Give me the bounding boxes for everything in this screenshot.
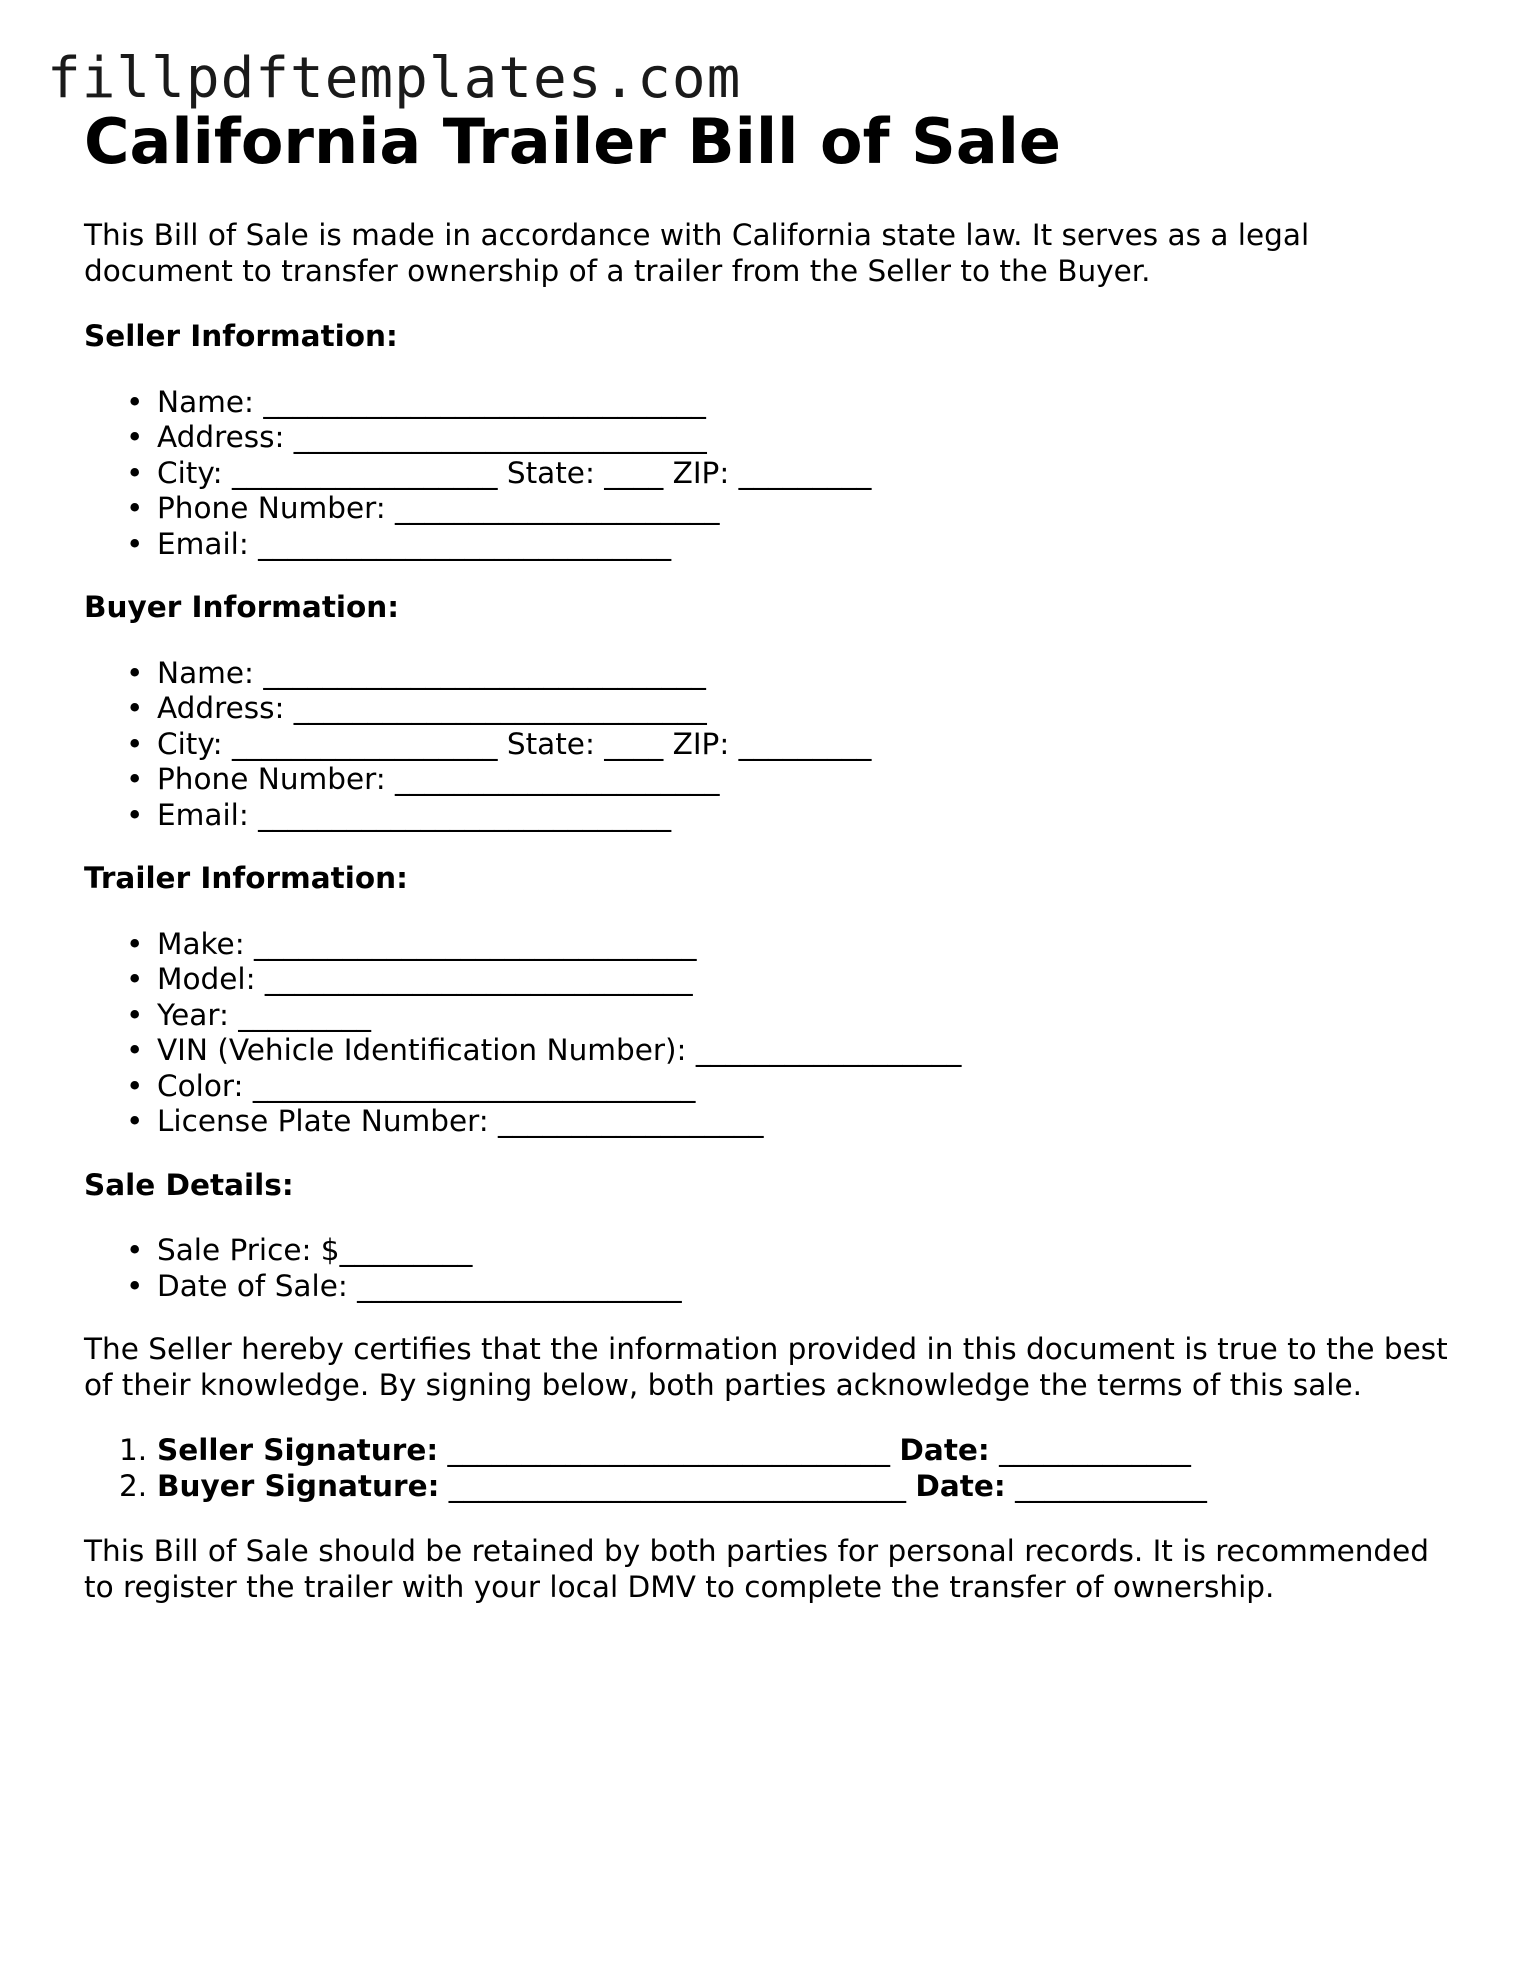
buyer-signature-row[interactable] [119, 1468, 1464, 1505]
trailer-year-field[interactable]: • Year: _________ [157, 998, 1464, 1034]
sale-price-field[interactable]: • Sale Price: $_________ [157, 1233, 1464, 1269]
sale-date-field[interactable]: • Date of Sale: ______________________ [157, 1269, 1464, 1305]
sale-fields [84, 1233, 1464, 1304]
seller-address-field[interactable]: • Address: ____________________________ [157, 420, 1464, 456]
buyer-date-line[interactable]: _____________ [1005, 1468, 1207, 1503]
seller-signature-row[interactable] [119, 1433, 1464, 1469]
seller-city-state-zip-field[interactable]: • City: __________________ State: ____ ZIP: _________ [157, 456, 1464, 492]
buyer-heading: Buyer Information: [84, 590, 400, 624]
buyer-email-field[interactable]: • Email: ____________________________ [157, 798, 1464, 834]
signature-list [84, 1433, 1464, 1504]
trailer-color-field[interactable]: • Color: ______________________________ [157, 1069, 1464, 1105]
certification-paragraph: The Seller hereby certifies that the information provided in this document is true to the best of their knowledge. By signing below, both parties acknowledge the terms of this sale. [84, 1332, 1448, 1402]
seller-signature-line[interactable]: ______________________________ [438, 1433, 900, 1467]
seller-name-field[interactable]: • Name: ______________________________ [157, 385, 1464, 421]
buyer-city-state-zip-field[interactable]: • City: __________________ State: ____ ZIP: _________ [157, 727, 1464, 763]
seller-heading: Seller Information: [84, 319, 398, 353]
seller-signature-label: Seller Signature: [157, 1433, 439, 1467]
buyer-date-label: Date: [915, 1468, 1006, 1503]
watermark: fillpdftemplates.com [47, 46, 742, 111]
trailer-heading: Trailer Information: [84, 861, 408, 895]
closing-paragraph: This Bill of Sale should be retained by both parties for personal records. It is recommended to register the trailer with your local DMV to complete the transfer of ownership. [84, 1534, 1430, 1604]
seller-date-line[interactable]: _____________ [989, 1433, 1191, 1467]
trailer-fields [84, 927, 1464, 1140]
trailer-model-field[interactable]: • Model: _____________________________ [157, 962, 1464, 998]
intro-paragraph: This Bill of Sale is made in accordance with California state law. It serves as a legal document to transfer ownership of a trailer from the Seller to the Buyer. [84, 218, 1310, 288]
document-body [84, 218, 1464, 1605]
buyer-fields [84, 656, 1464, 834]
buyer-name-field[interactable]: • Name: ______________________________ [157, 656, 1464, 692]
seller-fields [84, 385, 1464, 563]
seller-email-field[interactable]: • Email: ____________________________ [157, 527, 1464, 563]
buyer-signature-line[interactable]: _______________________________ [439, 1468, 916, 1503]
trailer-make-field[interactable]: • Make: ______________________________ [157, 927, 1464, 963]
trailer-vin-field[interactable]: • VIN (Vehicle Identification Number): __________________ [157, 1033, 1464, 1069]
buyer-phone-field[interactable]: • Phone Number: ______________________ [157, 762, 1464, 798]
trailer-license-plate-field[interactable]: • License Plate Number: __________________ [157, 1104, 1464, 1140]
buyer-signature-label: Buyer Signature: [157, 1468, 440, 1503]
buyer-signature-number: 2. [119, 1468, 148, 1503]
seller-signature-number: 1. [119, 1433, 148, 1467]
sale-heading: Sale Details: [84, 1167, 294, 1202]
seller-date-label: Date: [899, 1433, 990, 1467]
seller-phone-field[interactable]: • Phone Number: ______________________ [157, 491, 1464, 527]
page-title: California Trailer Bill of Sale [84, 105, 1061, 178]
buyer-address-field[interactable]: • Address: ____________________________ [157, 691, 1464, 727]
